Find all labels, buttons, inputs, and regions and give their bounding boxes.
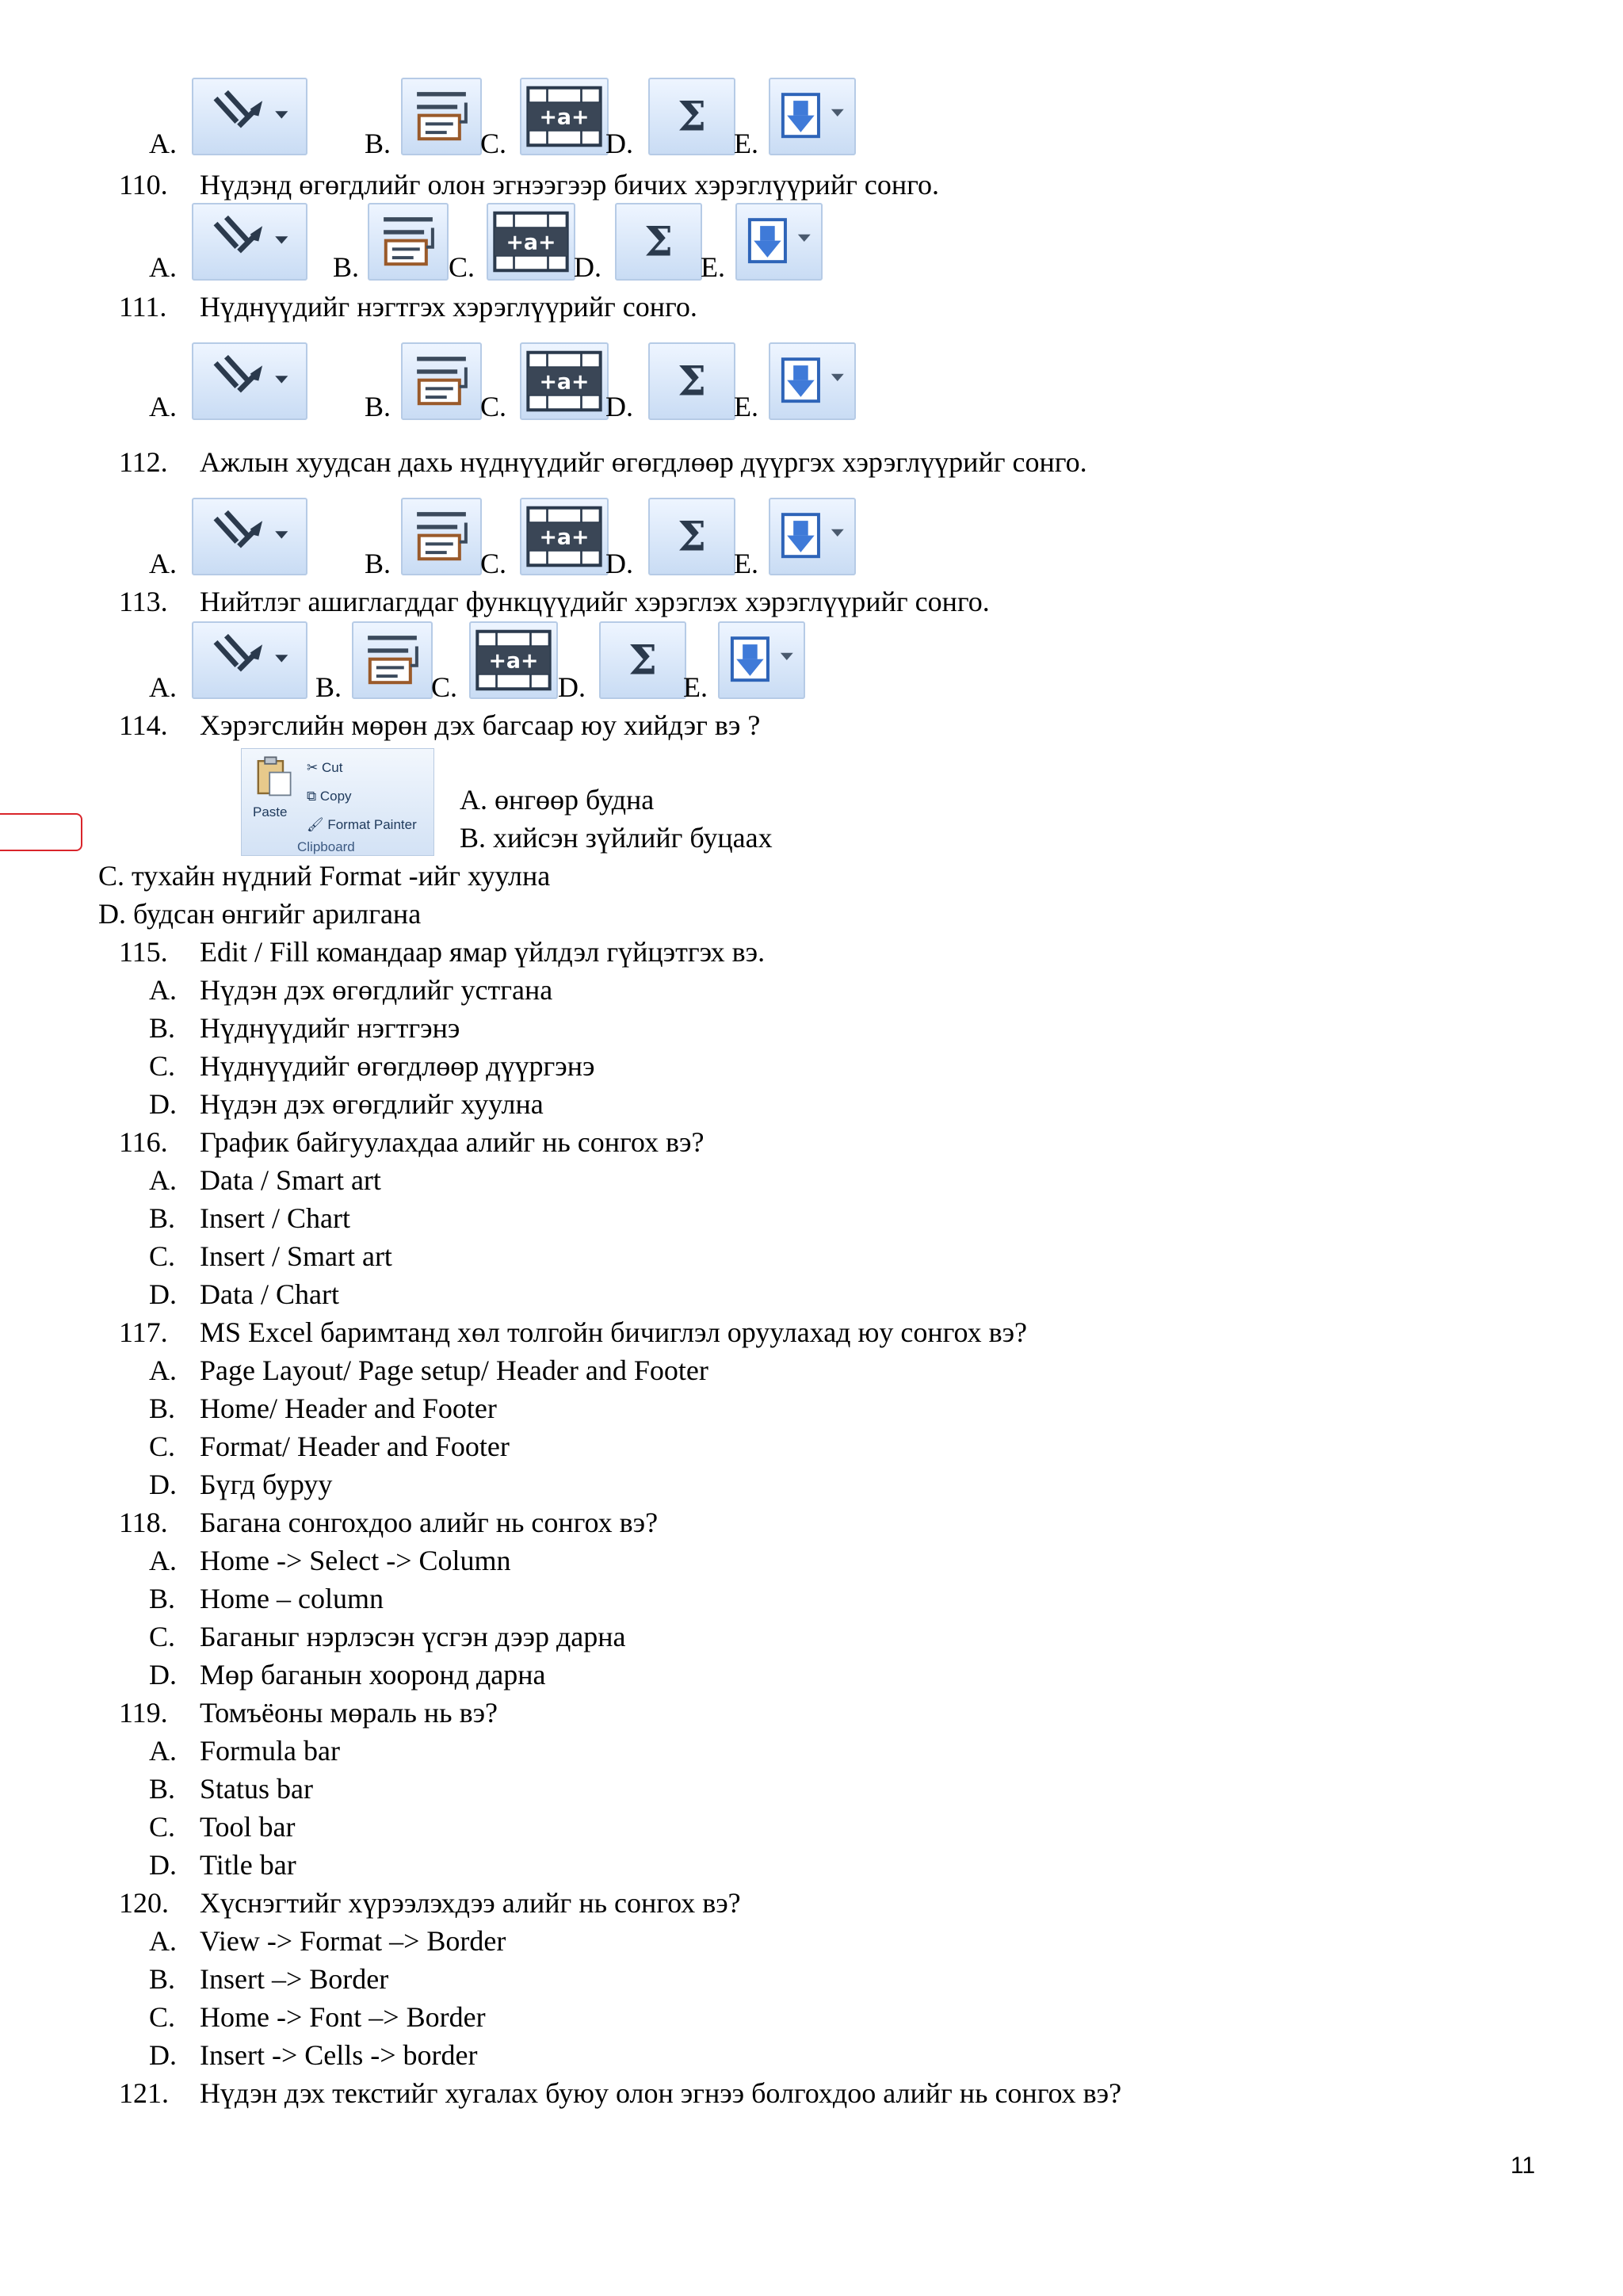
option-letter: A. [149,1354,177,1386]
option-text: View -> Format –> Border [200,1925,506,1957]
question-text: Нүдэн дэх текстийг хугалах буюу олон эгнээ болгохдоо алийг нь сонгох вэ? [200,2077,1122,2109]
option-label-c: C. [480,128,507,159]
autosum-icon [599,621,686,699]
question-text: Багана сонгохдоо алийг нь сонгох вэ? [200,1507,659,1538]
option-text: Insert -> Cells -> border [200,2039,478,2071]
option-text: Insert / Chart [200,1202,350,1234]
option-text: Бүгд буруу [200,1469,333,1500]
question-number: 117. [119,1316,168,1348]
format-painter-label: 🖌 Format Painter [307,817,417,832]
format-painter-text: Format Painter [327,817,417,832]
merge-center-icon [469,621,558,699]
option-c: C. тухайн нүдний Format -ийг хуулна [98,860,551,892]
svg-text:+a+: +a+ [488,648,539,674]
clipboard-group-label: Clipboard [297,839,355,854]
question-text: MS Excel баримтанд хөл толгойн бичиглэл оруулахад юу сонгох вэ? [200,1316,1028,1348]
option-letter: B. [149,1583,176,1614]
question-number: 119. [119,1697,168,1729]
copy-text: Copy [319,789,352,804]
wrap-text-icon [401,78,482,155]
question-text: Нүднүүдийг нэгтгэх хэрэглүүрийг сонго. [200,291,697,323]
paste-icon [254,755,292,798]
wrap-text-icon [368,203,449,281]
fill-down-icon [735,203,823,281]
option-letter: B. [149,1963,176,1995]
option-letter: A. [149,1735,177,1767]
option-letter: D. [149,2039,177,2071]
question-number: 114. [119,709,168,741]
autosum-icon [615,203,702,281]
option-label-b: B. [315,671,342,703]
wrap-text-icon [401,342,482,420]
option-label-b: B. [333,251,360,283]
question-text: Хэрэгслийн мөрөн дэх багсаар юу хийдэг вэ ? [200,709,761,741]
orientation-icon [192,621,307,699]
question-number: 112. [119,446,168,478]
merge-center-icon [520,498,609,575]
question-number: 121. [119,2077,169,2109]
option-letter: A. [149,974,177,1006]
option-text: Мөр баганын хооронд дарна [200,1659,546,1690]
option-text: Insert –> Border [200,1963,389,1995]
autosum-icon [648,342,735,420]
option-text: Home – column [200,1583,384,1614]
option-letter: C. [149,1431,176,1462]
orientation-icon [192,203,307,281]
svg-text:Σ: Σ [628,636,658,685]
option-text: Format/ Header and Footer [200,1431,510,1462]
orientation-icon [192,498,307,575]
option-text: Data / Chart [200,1278,339,1310]
svg-text:+a+: +a+ [539,525,590,550]
option-label-b: B. [365,128,391,159]
merge-center-icon [487,203,575,281]
question-number: 116. [119,1126,168,1158]
option-text: Home -> Select -> Column [200,1545,511,1576]
fill-down-icon [769,78,856,155]
option-label-e: E. [701,251,725,283]
option-text: Tool bar [200,1811,296,1843]
option-label-d: D. [558,671,586,703]
option-text: Title bar [200,1849,296,1881]
question-number: 120. [119,1887,169,1919]
question-number: 110. [119,169,168,201]
question-number: 111. [119,291,167,323]
option-text: Нүднүүдийг нэгтгэнэ [200,1012,460,1044]
option-label-e: E. [734,128,758,159]
option-text: Formula bar [200,1735,340,1767]
option-d: D. будсан өнгийг арилгана [98,898,422,930]
question-text: Нүдэнд өгөгдлийг олон эгнээгээр бичих хэрэглүүрийг сонго. [200,169,939,201]
fill-down-icon [769,498,856,575]
question-number: 118. [119,1507,168,1538]
question-text: Томъёоны мөраль нь вэ? [200,1697,498,1729]
svg-text:+a+: +a+ [539,105,590,130]
cut-label: ✂ Cut [307,760,343,775]
option-label-a: A. [149,391,177,422]
question-text: Edit / Fill командаар ямар үйлдэл гүйцэтгэх вэ. [200,936,766,968]
merge-center-icon [520,78,609,155]
option-label-b: B. [365,391,391,422]
option-label-a: A. [149,251,177,283]
option-b: B. хийсэн зүйлийг буцаах [460,822,773,854]
option-label-e: E. [734,548,758,579]
paste-label: Paste [253,804,288,819]
clipboard-group-image [241,748,434,856]
option-letter: D. [149,1469,177,1500]
option-text: Status bar [200,1773,313,1805]
option-letter: B. [149,1202,176,1234]
question-number: 113. [119,586,168,617]
fill-down-icon [718,621,805,699]
option-letter: D. [149,1088,177,1120]
option-text: Data / Smart art [200,1164,381,1196]
option-letter: A. [149,1545,177,1576]
cut-text: Cut [321,760,343,775]
option-text: Нүдэн дэх өгөгдлийг устгана [200,974,553,1006]
option-label-d: D. [605,391,633,422]
option-text: Insert / Smart art [200,1240,392,1272]
question-text: Хүснэгтийг хүрээлэхдээ алийг нь сонгох вэ? [200,1887,741,1919]
option-label-a: A. [149,548,177,579]
option-label-c: C. [480,391,507,422]
option-letter: C. [149,1050,176,1082]
svg-text:Σ: Σ [643,218,674,266]
option-label-d: D. [605,128,633,159]
option-text: Home -> Font –> Border [200,2001,486,2033]
option-letter: C. [149,1811,176,1843]
option-label-d: D. [605,548,633,579]
copy-label: ⧉ Copy [307,789,352,804]
option-label-c: C. [431,671,458,703]
option-label-c: C. [449,251,475,283]
autosum-icon [648,78,735,155]
option-letter: B. [149,1773,176,1805]
option-letter: B. [149,1392,176,1424]
svg-text:+a+: +a+ [539,369,590,395]
svg-text:Σ: Σ [677,93,707,141]
orientation-icon [192,78,307,155]
orientation-icon [192,342,307,420]
option-letter: A. [149,1925,177,1957]
option-label-b: B. [365,548,391,579]
question-text: Ажлын хуудсан дахь нүднүүдийг өгөгдлөөр дүүргэх хэрэглүүрийг сонго. [200,446,1087,478]
option-a: A. өнгөөр будна [460,784,655,816]
wrap-text-icon [352,621,433,699]
option-letter: A. [149,1164,177,1196]
question-number: 115. [119,936,168,968]
fill-down-icon [769,342,856,420]
svg-text:Σ: Σ [677,513,707,561]
option-letter: D. [149,1278,177,1310]
option-label-e: E. [734,391,758,422]
question-text: График байгуулахдаа алийг нь сонгох вэ? [200,1126,705,1158]
svg-text:+a+: +a+ [506,230,556,255]
option-letter: D. [149,1659,177,1690]
option-letter: D. [149,1849,177,1881]
option-text: Баганыг нэрлэсэн үсгэн дээр дарна [200,1621,626,1652]
option-text: Page Layout/ Page setup/ Header and Footer [200,1354,708,1386]
option-label-d: D. [574,251,601,283]
option-label-c: C. [480,548,507,579]
option-label-a: A. [149,128,177,159]
option-letter: C. [149,2001,176,2033]
merge-center-icon [520,342,609,420]
option-label-a: A. [149,671,177,703]
option-text: Нүдэн дэх өгөгдлийг хуулна [200,1088,544,1120]
option-text: Home/ Header and Footer [200,1392,497,1424]
option-text: Нүднүүдийг өгөгдлөөр дүүргэнэ [200,1050,595,1082]
option-label-e: E. [683,671,708,703]
option-letter: B. [149,1012,176,1044]
option-letter: C. [149,1621,176,1652]
option-letter: C. [149,1240,176,1272]
page-number: 11 [1510,2153,1536,2179]
autosum-icon [648,498,735,575]
wrap-text-icon [401,498,482,575]
red-highlight-box [0,813,82,851]
svg-text:Σ: Σ [677,357,707,406]
question-text: Нийтлэг ашиглагддаг функцүүдийг хэрэглэх хэрэглүүрийг сонго. [200,586,990,617]
